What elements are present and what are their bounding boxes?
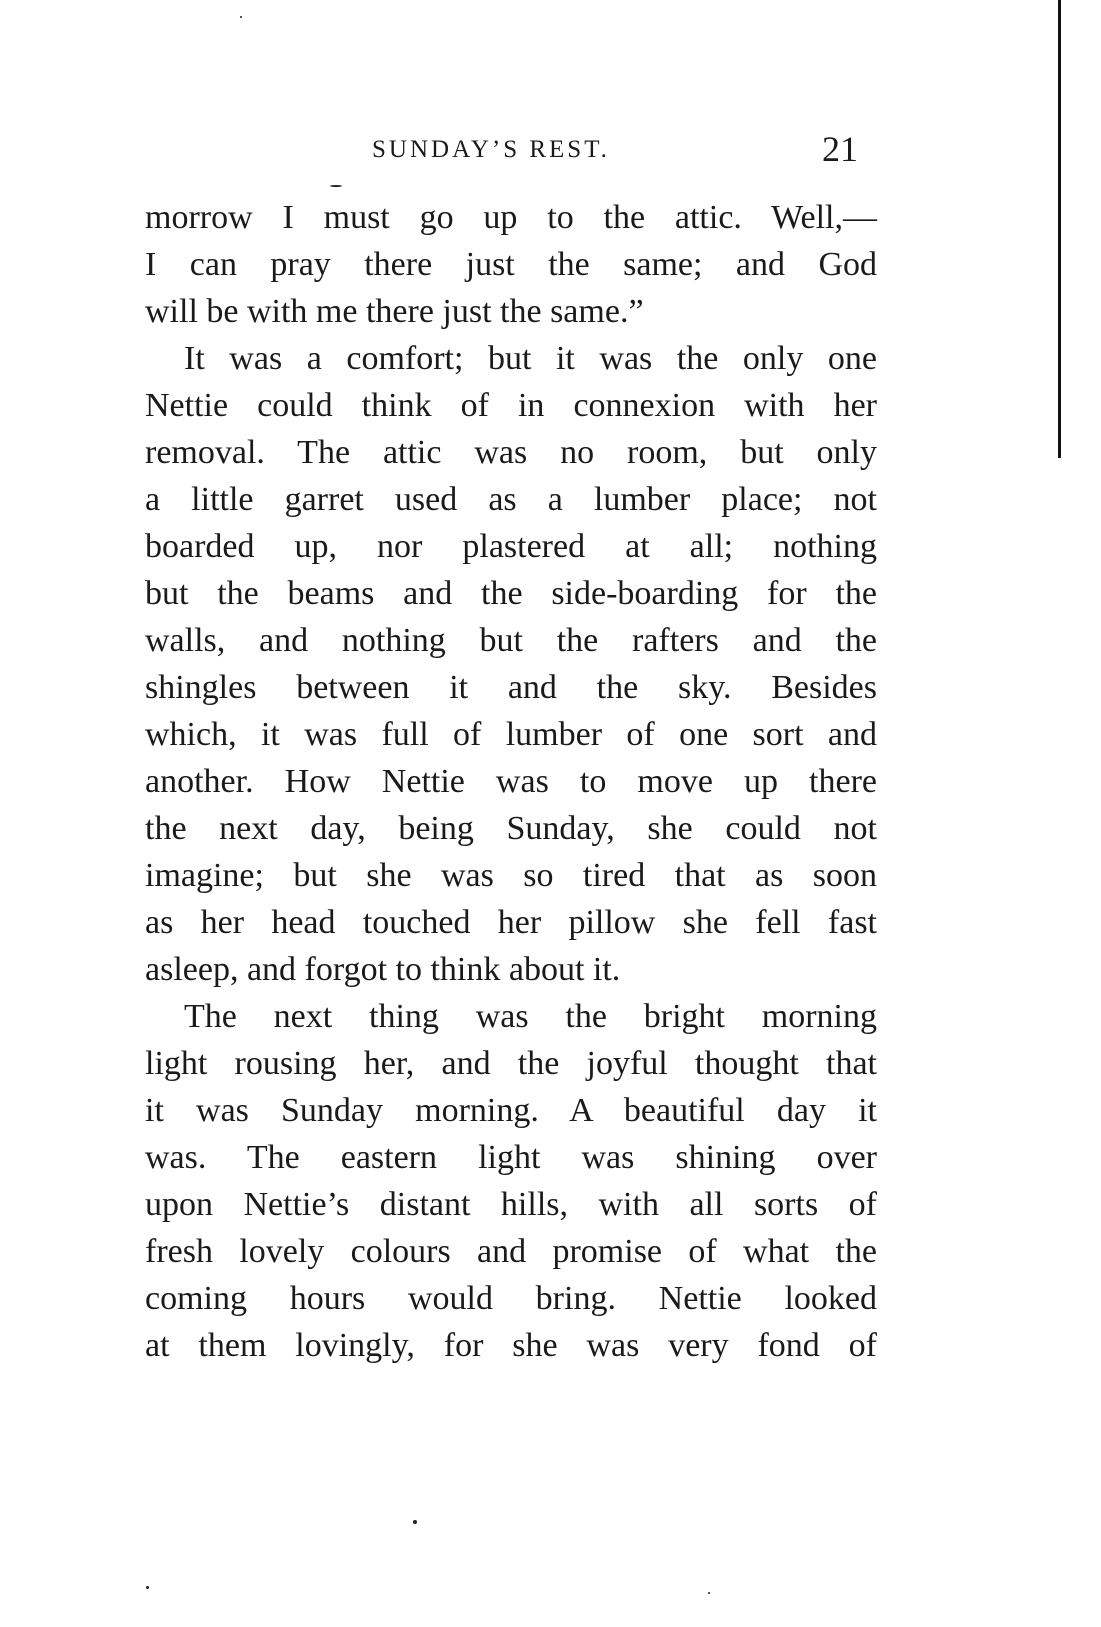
text-line: boarded up, nor plastered at all; nothing (145, 528, 877, 565)
page-number: 21 (822, 129, 858, 169)
text-line: Nettie could think of in connexion with her (145, 387, 877, 424)
text-line: a little garret used as a lumber place; not (145, 481, 877, 518)
text-line: imagine; but she was so tired that as soon (145, 857, 877, 894)
text-line: The next thing was the bright morning (184, 998, 877, 1035)
text-line: fresh lovely colours and promise of what the (145, 1233, 877, 1270)
text-line: removal. The attic was no room, but only (145, 434, 877, 471)
scan-speck (413, 1520, 417, 1524)
text-line: at them lovingly, for she was very fond of (145, 1327, 877, 1364)
text-line: light rousing her, and the joyful thought that (145, 1045, 877, 1082)
text-line: the next day, being Sunday, she could not (145, 810, 877, 847)
text-line: as her head touched her pillow she fell fast (145, 904, 877, 941)
scan-speck (146, 1586, 149, 1589)
text-line: walls, and nothing but the rafters and the (145, 622, 877, 659)
running-title: SUNDAY’S REST. (372, 136, 610, 163)
text-line: will be with me there just the same.” (145, 293, 644, 330)
text-line: It was a comfort; but it was the only one (184, 340, 877, 377)
scan-speck (240, 16, 242, 18)
text-line: morrow I must go up to the attic. Well,— (145, 199, 877, 236)
text-line: asleep, and forgot to think about it. (145, 951, 621, 988)
text-line: upon Nettie’s distant hills, with all sorts of (145, 1186, 877, 1223)
text-line: coming hours would bring. Nettie looked (145, 1280, 877, 1317)
text-line: I can pray there just the same; and God (145, 246, 877, 283)
text-line: shingles between it and the sky. Besides (145, 669, 877, 706)
text-line: which, it was full of lumber of one sort and (145, 716, 877, 753)
scan-speck (708, 1592, 710, 1594)
page-edge-rule (1058, 0, 1061, 458)
text-line: another. How Nettie was to move up there (145, 763, 877, 800)
scan-speck (330, 185, 342, 187)
text-line: was. The eastern light was shining over (145, 1139, 877, 1176)
text-line: but the beams and the side-boarding for the (145, 575, 877, 612)
text-line: it was Sunday morning. A beautiful day it (145, 1092, 877, 1129)
